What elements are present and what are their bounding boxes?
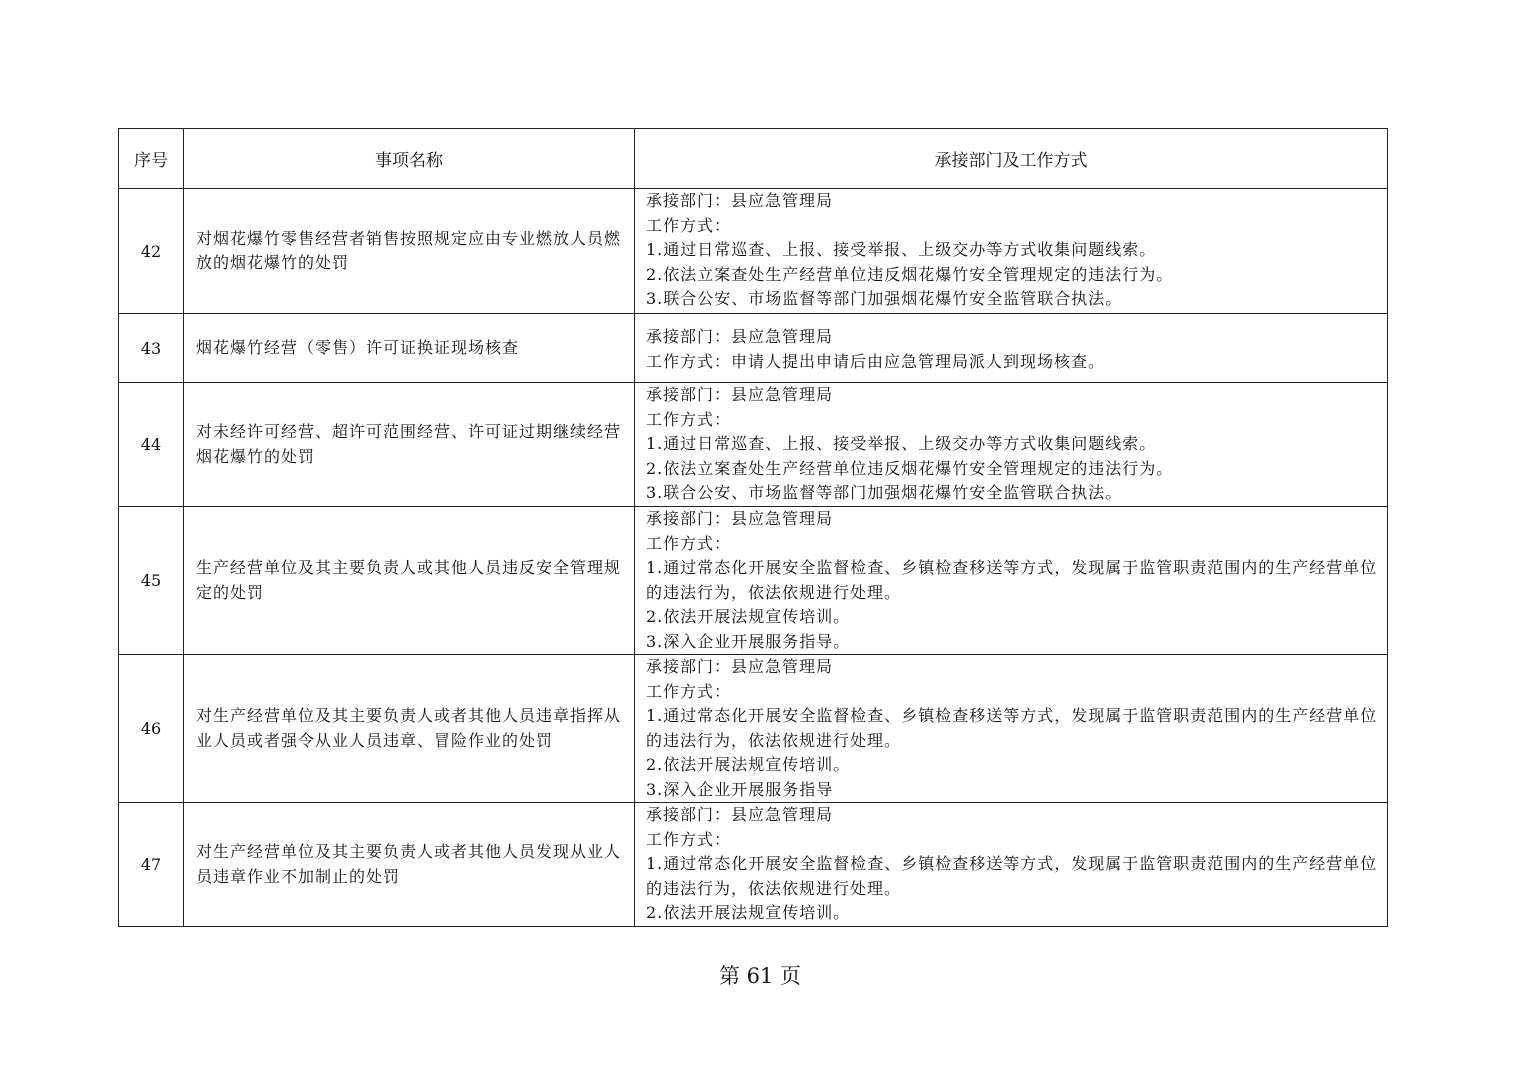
dept-line: 1.通过常态化开展安全监督检查、乡镇检查移送等方式，发现属于监管职责范围内的生产经营单位的违法行为，依法依规进行处理。	[646, 706, 1378, 750]
table-header-row	[119, 129, 1388, 189]
header-item-name: 事项名称	[184, 129, 635, 189]
row-number: 47	[119, 803, 184, 927]
dept-line: 3.联合公安、市场监督等部门加强烟花爆竹安全监管联合执法。	[646, 483, 1123, 502]
dept-line: 承接部门：县应急管理局	[646, 805, 834, 824]
dept-line: 工作方式：	[646, 533, 732, 553]
table-row	[119, 655, 1388, 803]
row-number: 46	[119, 655, 184, 803]
dept-line: 2.依法开展法规宣传培训。	[646, 903, 851, 922]
row-item-name: 对烟花爆竹零售经营者销售按照规定应由专业燃放人员燃放的烟花爆竹的处罚	[184, 189, 635, 314]
row-number: 43	[119, 314, 184, 383]
header-dept-method: 承接部门及工作方式	[635, 129, 1388, 189]
table-row	[119, 507, 1388, 655]
dept-line: 1.通过日常巡查、上报、接受举报、上级交办等方式收集问题线索。	[646, 434, 1157, 453]
row-item-name: 对生产经营单位及其主要负责人或者其他人员违章指挥从业人员或者强令从业人员违章、冒险作业的处罚	[184, 655, 635, 803]
row-dept-method	[635, 383, 1388, 507]
dept-line: 1.通过日常巡查、上报、接受举报、上级交办等方式收集问题线索。	[646, 240, 1157, 259]
dept-line: 工作方式：	[646, 829, 732, 849]
row-number: 45	[119, 507, 184, 655]
dept-line: 1.通过常态化开展安全监督检查、乡镇检查移送等方式，发现属于监管职责范围内的生产经营单位的违法行为，依法依规进行处理。	[646, 558, 1378, 602]
dept-line: 承接部门：县应急管理局	[646, 327, 834, 346]
dept-line: 2.依法立案查处生产经营单位违反烟花爆竹安全管理规定的违法行为。	[646, 458, 1174, 478]
dept-line: 工作方式：	[646, 681, 732, 701]
row-item-name: 生产经营单位及其主要负责人或其他人员违反安全管理规定的处罚	[184, 507, 635, 655]
table-row	[119, 189, 1388, 314]
row-dept-method	[635, 803, 1388, 927]
table-row	[119, 314, 1388, 383]
dept-line: 3.联合公安、市场监督等部门加强烟花爆竹安全监管联合执法。	[646, 289, 1123, 308]
dept-line: 3.深入企业开展服务指导	[646, 779, 834, 799]
dept-line: 2.依法开展法规宣传培训。	[646, 755, 851, 774]
row-dept-method	[635, 189, 1388, 314]
dept-line: 工作方式：申请人提出申请后由应急管理局派人到现场核查。	[646, 351, 1106, 371]
row-number: 42	[119, 189, 184, 314]
row-dept-method	[635, 314, 1388, 383]
dept-line: 1.通过常态化开展安全监督检查、乡镇检查移送等方式，发现属于监管职责范围内的生产经营单位的违法行为，依法依规进行处理。	[646, 854, 1378, 898]
header-seq: 序号	[119, 129, 184, 189]
table-row	[119, 383, 1388, 507]
dept-line: 工作方式：	[646, 409, 732, 429]
row-number: 44	[119, 383, 184, 507]
row-item-name: 对生产经营单位及其主要负责人或者其他人员发现从业人员违章作业不加制止的处罚	[184, 803, 635, 927]
dept-line: 承接部门：县应急管理局	[646, 509, 834, 528]
dept-line: 承接部门：县应急管理局	[646, 191, 834, 210]
row-item-name: 对未经许可经营、超许可范围经营、许可证过期继续经营烟花爆竹的处罚	[184, 383, 635, 507]
document-table	[118, 128, 1388, 927]
dept-line: 3.深入企业开展服务指导。	[646, 631, 851, 651]
dept-line: 2.依法立案查处生产经营单位违反烟花爆竹安全管理规定的违法行为。	[646, 264, 1174, 284]
page-number: 第 61 页	[718, 964, 802, 988]
row-item-name: 烟花爆竹经营（零售）许可证换证现场核查	[184, 314, 635, 383]
dept-line: 2.依法开展法规宣传培训。	[646, 607, 851, 626]
row-dept-method	[635, 655, 1388, 803]
row-dept-method	[635, 507, 1388, 655]
dept-line: 承接部门：县应急管理局	[646, 657, 834, 676]
table-row	[119, 803, 1388, 927]
dept-line: 工作方式：	[646, 215, 732, 235]
dept-line: 承接部门：县应急管理局	[646, 385, 834, 404]
